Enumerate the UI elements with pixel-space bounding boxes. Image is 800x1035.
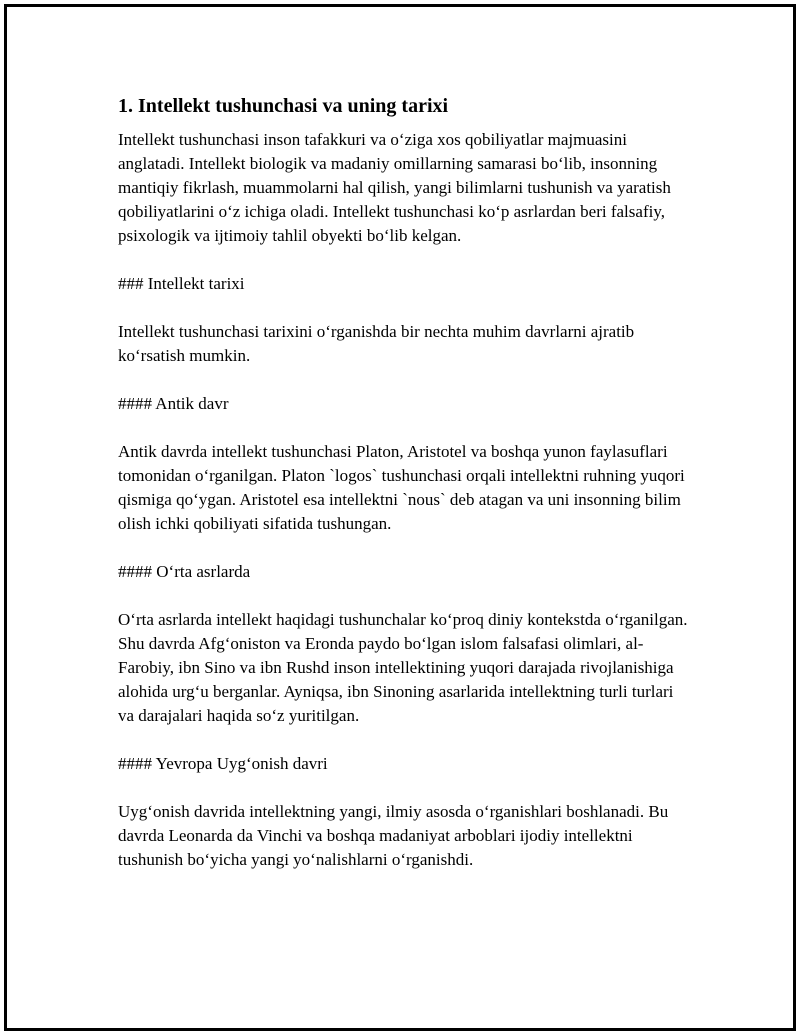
antik-davr-paragraph: Antik davrda intellekt tushunchasi Platon, Aristotel va boshqa yunon faylasuflari tomonidan o‘rganilgan. Platon `logos` tushunchasi orqali intellektni ruhning yuqori qismiga qo‘ygan. Aristotel esa intellektni `nous` deb atagan va uni insonning bilim olish ichki qobiliyati sifatida tushungan. xyxy=(118,442,685,533)
markdown-subheading-antik-davr: #### Antik davr xyxy=(118,394,229,413)
markdown-subheading-orta-asrlarda: #### O‘rta asrlarda xyxy=(118,562,251,581)
uygonish-davri-paragraph: Uyg‘onish davrida intellektning yangi, ilmiy asosda o‘rganishlari boshlanadi. Bu davrda Leonarda da Vinchi va boshqa madaniyat arboblari ijodiy intellektni tushunish bo‘yicha yangi yo‘nalishlarni o‘rganishdi. xyxy=(118,802,669,869)
markdown-subheading-uygonish-davri: #### Yevropa Uyg‘onish davri xyxy=(118,754,328,773)
markdown-subheading-intellekt-tarixi: ### Intellekt tarixi xyxy=(118,274,245,293)
document-body xyxy=(118,92,693,896)
history-intro-paragraph: Intellekt tushunchasi tarixini o‘rganishda bir nechta muhim davrlarni ajratib ko‘rsatish mumkin. xyxy=(118,322,635,365)
orta-asrlarda-paragraph: O‘rta asrlarda intellekt haqidagi tushunchalar ko‘proq diniy kontekstda o‘rganilgan. Shu davrda Afg‘oniston va Eronda paydo bo‘lgan islom falsafasi olimlari, al-Farobiy, ibn Sino va ibn Rushd inson intellektining yuqori darajada rivojlanishiga alohida urg‘u berganlar. Ayniqsa, ibn Sinoning asarlarida intellektning turli turlari va darajalari haqida so‘z yuritilgan. xyxy=(118,610,688,725)
section-heading: 1. Intellekt tushunchasi va uning tarixi xyxy=(118,95,449,117)
intro-paragraph: Intellekt tushunchasi inson tafakkuri va o‘ziga xos qobiliyatlar majmuasini anglatadi. Intellekt biologik va madaniy omillarning samarasi bo‘lib, insonning mantiqiy fikrlash, muammolarni hal qilish, yangi bilimlarni tushunish va yaratish qobiliyatlarini o‘z ichiga oladi. Intellekt tushunchasi ko‘p asrlardan beri falsafiy, psixologik va ijtimoiy tahlil obyekti bo‘lib kelgan. xyxy=(118,130,671,245)
